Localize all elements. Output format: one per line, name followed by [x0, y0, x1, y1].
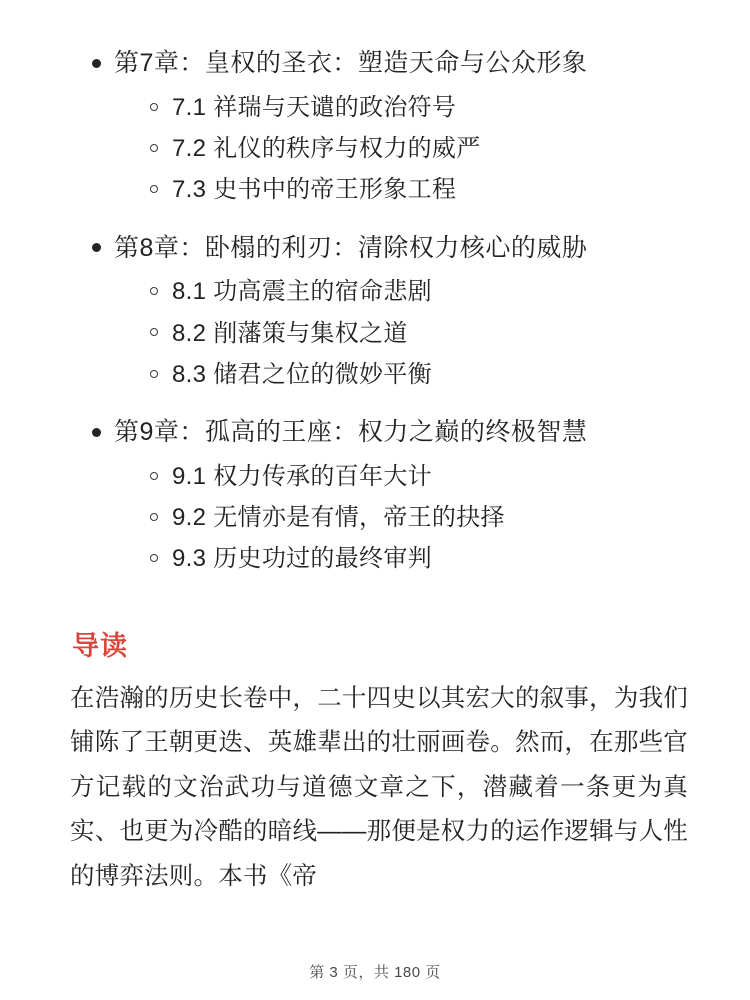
bullet-hollow-icon: [150, 472, 158, 480]
toc-section-label: 8.3 储君之位的微妙平衡: [172, 360, 432, 388]
toc-chapter-item[interactable]: [62, 229, 688, 268]
toc-section-label: 9.1 权力传承的百年大计: [172, 462, 432, 490]
toc-section-list: [62, 87, 688, 211]
bullet-filled-icon: [92, 428, 101, 437]
toc-chapter-label: 第7章：皇权的圣衣：塑造天命与公众形象: [114, 49, 588, 77]
bullet-hollow-icon: [150, 513, 158, 521]
bullet-hollow-icon: [150, 370, 158, 378]
toc-section-label: 9.3 历史功过的最终审判: [172, 545, 432, 573]
toc-section-item[interactable]: [62, 497, 688, 538]
table-of-contents: [62, 44, 688, 580]
toc-section-item[interactable]: [62, 456, 688, 497]
toc-section-label: 8.1 功高震主的宿命悲剧: [172, 278, 432, 306]
bullet-filled-icon: [92, 59, 101, 68]
toc-section-list: [62, 271, 688, 395]
toc-chapter-item[interactable]: [62, 413, 688, 452]
toc-section-item[interactable]: [62, 128, 688, 169]
toc-section-label: 7.3 史书中的帝王形象工程: [172, 176, 457, 204]
toc-section-item[interactable]: [62, 313, 688, 354]
intro-heading: 导读: [72, 630, 128, 661]
page-footer: 第 3 页，共 180 页: [309, 964, 441, 981]
toc-section-label: 7.1 祥瑞与天谴的政治符号: [172, 93, 457, 121]
toc-section-list: [62, 456, 688, 580]
bullet-hollow-icon: [150, 144, 158, 152]
bullet-hollow-icon: [150, 185, 158, 193]
toc-chapter-block: [62, 413, 688, 580]
toc-section-item[interactable]: [62, 354, 688, 395]
toc-chapter-item[interactable]: [62, 44, 688, 83]
toc-section-label: 9.2 无情亦是有情，帝王的抉择: [172, 504, 505, 532]
bullet-filled-icon: [92, 243, 101, 252]
toc-chapter-block: [62, 44, 688, 211]
toc-chapter-block: [62, 229, 688, 396]
toc-section-label: 8.2 削藩策与集权之道: [172, 319, 408, 347]
toc-section-item[interactable]: [62, 87, 688, 128]
bullet-hollow-icon: [150, 328, 158, 336]
bullet-hollow-icon: [150, 287, 158, 295]
toc-section-item[interactable]: [62, 169, 688, 210]
bullet-hollow-icon: [150, 554, 158, 562]
toc-chapter-label: 第9章：孤高的王座：权力之巅的终极智慧: [114, 418, 588, 447]
toc-section-item[interactable]: [62, 271, 688, 312]
bullet-hollow-icon: [150, 103, 158, 111]
toc-section-item[interactable]: [62, 538, 688, 579]
intro-paragraph: 在浩瀚的历史长卷中，二十四史以其宏大的叙事，为我们铺陈了王朝更迭、英雄辈出的壮丽画卷。然而，在那些官方记载的文治武功与道德文章之下，潜藏着一条更为真实、也更为冷酷的暗线——那便是权力的运作逻辑与人性的博弈法则。本书《帝: [70, 684, 688, 890]
toc-section-label: 7.2 礼仪的秩序与权力的威严: [172, 135, 481, 163]
toc-chapter-label: 第8章：卧榻的利刃：清除权力核心的威胁: [114, 233, 588, 262]
